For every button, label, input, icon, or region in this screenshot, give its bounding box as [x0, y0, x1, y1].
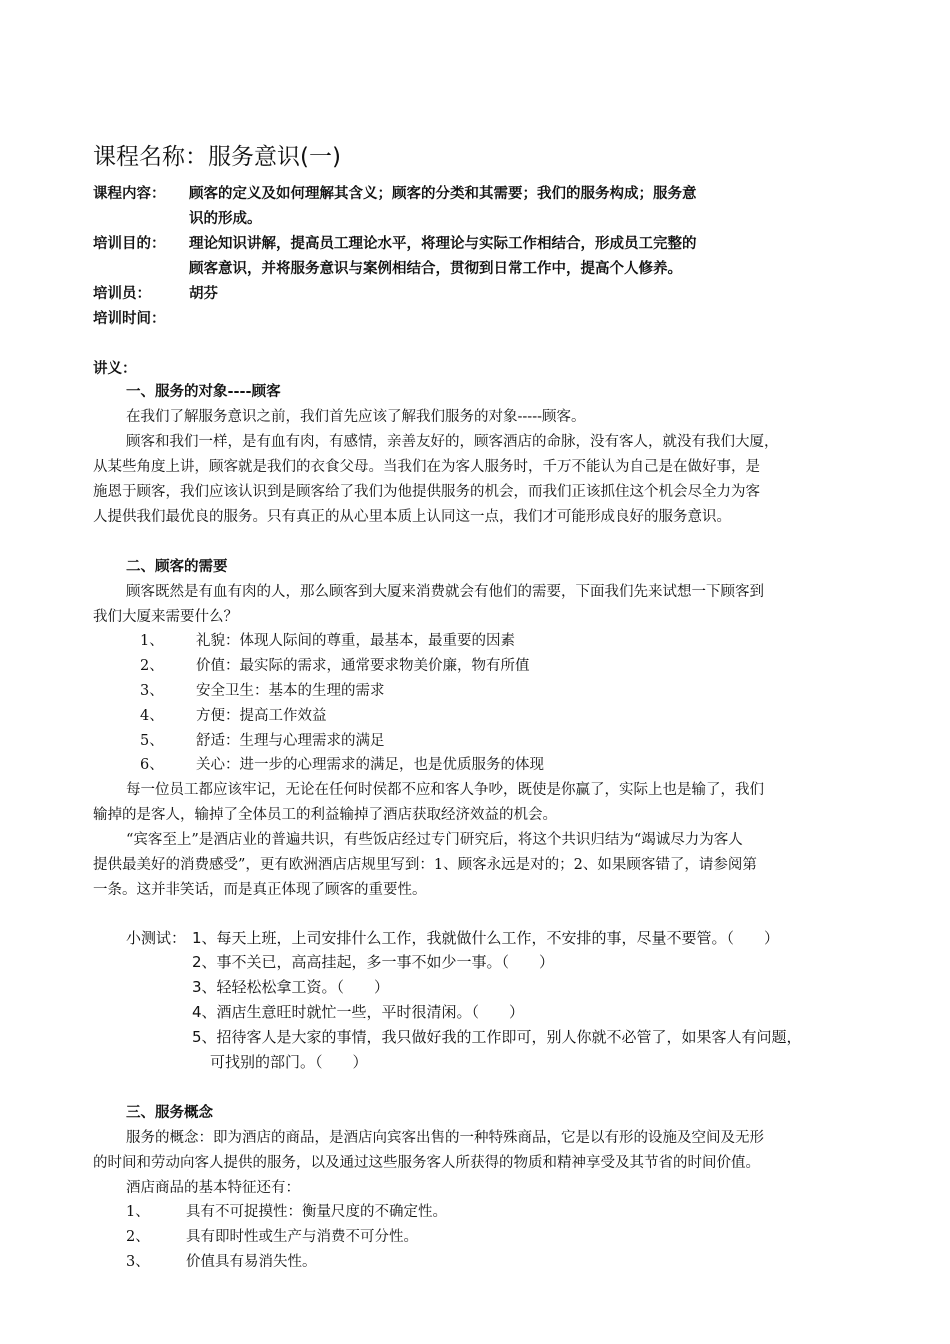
section-heading: 三、服务概念 [126, 1104, 213, 1121]
trainer-label: 培训员： [93, 286, 151, 302]
paragraph-line: 的时间和劳动向客人提供的服务，以及通过这些服务客人所获得的物质和精神享受及其节省的时间价值。 [93, 1155, 760, 1171]
list-item-number: 2、 [126, 1229, 150, 1245]
quiz-question: 2、事不关已，高高挂起，多一事不如少一事。（ ） [192, 953, 555, 971]
training-purpose-line: 顾客意识，并将服务意识与案例相结合，贯彻到日常工作中，提高个人修养。 [189, 261, 682, 277]
list-item-number: 3、 [140, 683, 164, 699]
course-content-line: 识的形成。 [189, 211, 262, 227]
quiz-question: 3、轻轻松松拿工资。（ ） [192, 978, 390, 996]
list-item-number: 6、 [140, 757, 164, 773]
quiz-label: 小测试： [126, 929, 187, 947]
list-item-number: 2、 [140, 658, 164, 674]
course-content-label: 课程内容： [93, 186, 166, 202]
lecture-label: 讲义： [93, 361, 137, 377]
paragraph-line: 一条。这并非笑话，而是真正体现了顾客的重要性。 [93, 882, 427, 898]
list-item: 价值：最实际的需求，通常要求物美价廉，物有所值 [196, 658, 530, 674]
paragraph-line: 输掉的是客人，输掉了全体员工的利益输掉了酒店获取经济效益的机会。 [93, 807, 557, 823]
list-item: 关心：进一步的心理需求的满足，也是优质服务的体现 [196, 757, 544, 773]
paragraph-line: 提供最美好的消费感受”，更有欧洲酒店店规里写到：1、顾客永远是对的；2、如果顾客错了，请参阅第 [93, 857, 757, 873]
paragraph-line: 从某些角度上讲，顾客就是我们的衣食父母。当我们在为客人服务时，千万不能认为自己是在做好事，是 [93, 459, 760, 475]
section-heading: 二、顾客的需要 [126, 558, 228, 575]
quiz-question: 1、每天上班，上司安排什么工作，我就做什么工作，不安排的事，尽量不要管。（ ） [192, 929, 780, 947]
course-title: 课程名称：服务意识(一) [93, 144, 341, 170]
training-time-label: 培训时间： [93, 311, 166, 327]
paragraph-line: 服务的概念：即为酒店的商品，是酒店向宾客出售的一种特殊商品，它是以有形的设施及空间及无形 [126, 1130, 764, 1146]
course-content-line: 顾客的定义及如何理解其含义；顾客的分类和其需要；我们的服务构成；服务意 [189, 186, 697, 202]
list-item-number: 3、 [126, 1254, 150, 1270]
paragraph-line: 顾客和我们一样，是有血有肉，有感情，亲善友好的，顾客酒店的命脉，没有客人，就没有我们大厦， [126, 434, 779, 450]
list-item-number: 1、 [126, 1204, 150, 1220]
quiz-question: 5、招待客人是大家的事情，我只做好我的工作即可，别人你就不必管了，如果客人有问题， [192, 1028, 802, 1046]
list-item-number: 4、 [140, 708, 164, 724]
paragraph-line: 酒店商品的基本特征还有： [126, 1180, 300, 1196]
paragraph-line: 人提供我们最优良的服务。只有真正的从心里本质上认同这一点，我们才可能形成良好的服务意识。 [93, 509, 731, 525]
list-item-number: 5、 [140, 733, 164, 749]
list-item: 安全卫生：基本的生理的需求 [196, 683, 385, 699]
list-item: 价值具有易消失性。 [186, 1254, 317, 1270]
trainer-value: 胡芬 [189, 286, 218, 302]
quiz-question: 可找别的部门。（ ） [210, 1053, 368, 1071]
training-purpose-line: 理论知识讲解，提高员工理论水平，将理论与实际工作相结合，形成员工完整的 [189, 236, 697, 252]
list-item: 舒适：生理与心理需求的满足 [196, 733, 385, 749]
paragraph-line: 施恩于顾客，我们应该认识到是顾客给了我们为他提供服务的机会，而我们正该抓住这个机会尽全力为客 [93, 484, 760, 500]
list-item: 方便：提高工作效益 [196, 708, 327, 724]
paragraph-line: “宾客至上”是酒店业的普遍共识，有些饭店经过专门研究后，将这个共识归结为“竭诚尽力为客人 [126, 832, 743, 848]
training-purpose-label: 培训目的： [93, 236, 166, 252]
paragraph-line: 在我们了解服务意识之前，我们首先应该了解我们服务的对象-----顾客。 [126, 409, 586, 425]
list-item-number: 1、 [140, 633, 164, 649]
list-item: 礼貌：体现人际间的尊重，最基本，最重要的因素 [196, 633, 515, 649]
list-item: 具有不可捉摸性：衡量尺度的不确定性。 [186, 1204, 447, 1220]
list-item: 具有即时性或生产与消费不可分性。 [186, 1229, 418, 1245]
paragraph-line: 每一位员工都应该牢记，无论在任何时侯都不应和客人争吵，既使是你赢了，实际上也是输了，我们 [126, 782, 764, 798]
quiz-question: 4、酒店生意旺时就忙一些，平时很清闲。（ ） [192, 1003, 525, 1021]
paragraph-line: 顾客既然是有血有肉的人，那么顾客到大厦来消费就会有他们的需要，下面我们先来试想一下顾客到 [126, 584, 764, 600]
section-heading: 一、服务的对象----顾客 [126, 383, 281, 400]
paragraph-line: 我们大厦来需要什么？ [93, 609, 238, 625]
